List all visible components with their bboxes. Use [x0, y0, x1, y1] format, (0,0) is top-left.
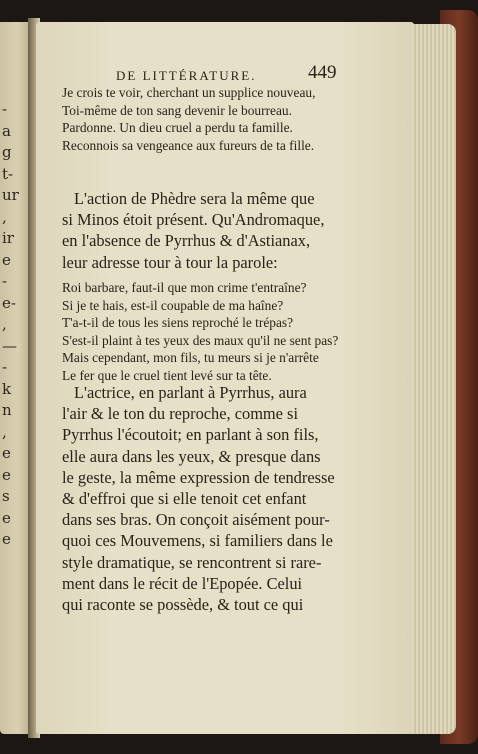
left-page-fragment: ur: [2, 186, 19, 204]
left-page-fragment: ,: [2, 315, 7, 333]
verse-line: Pardonne. Un dieu cruel a perdu ta famille.: [62, 120, 293, 135]
left-page: [0, 22, 30, 734]
verse-line: Je crois te voir, cherchant un supplice nouveau,: [62, 85, 316, 100]
prose-line: quoi ces Mouvemens, si familiers dans le: [62, 531, 333, 551]
prose-line: dans ses bras. On conçoit aisément pour-: [62, 510, 330, 530]
prose-line: en l'absence de Pyrrhus & d'Astianax,: [62, 231, 311, 251]
left-page-fragment: s: [2, 487, 10, 505]
left-page-fragment: ,: [2, 207, 7, 226]
prose-line: leur adresse tour à tour la parole:: [62, 252, 278, 272]
paragraph-1: [62, 188, 402, 273]
prose-line: L'action de Phèdre sera la même que: [74, 189, 315, 208]
prose-line: L'actrice, en parlant à Pyrrhus, aura: [74, 383, 307, 402]
left-page-fragment: n: [2, 401, 12, 419]
left-page-fragment: -: [2, 100, 8, 118]
prose-line: le geste, la même expression de tendresse: [62, 467, 335, 487]
prose-line: qui raconte se possède, & tout ce qui: [62, 595, 304, 615]
prose-line: & d'effroi que si elle tenoit cet enfant: [62, 489, 307, 509]
verse-line: Reconnois sa vengeance aux fureurs de ta fille.: [62, 137, 315, 153]
verse-line: Roi barbare, faut-il que mon crime t'entraîne?: [62, 280, 307, 295]
prose-line: l'air & le ton du reproche, comme si: [62, 404, 298, 424]
verse-line: Le fer que le cruel tient levé sur ta tête.: [62, 367, 272, 383]
prose-line: si Minos étoit présent. Qu'Andromaque,: [62, 210, 325, 230]
prose-line: Pyrrhus l'écoutoit; en parlant à son fils,: [62, 425, 319, 445]
left-page-fragment: ,: [2, 422, 7, 441]
left-page-fragment: e: [2, 444, 11, 462]
left-page-fragment: g: [2, 143, 12, 161]
left-page-fragment: —: [2, 336, 17, 355]
paragraph-2: [62, 382, 402, 615]
verse-block-1: [62, 84, 402, 154]
left-page-fragment: e: [2, 530, 11, 548]
running-head: DE LITTÉRATURE.: [116, 68, 257, 83]
verse-line: S'est-il plaint à tes yeux des maux qu'il ne sent pas?: [62, 332, 339, 348]
prose-line: style dramatique, se rencontrent si rare-: [62, 552, 322, 572]
left-page-fragment: -: [2, 358, 8, 376]
left-page-fragment: e: [2, 465, 11, 484]
verse-line: Si je te hais, est-il coupable de ma haîne?: [62, 297, 284, 313]
prose-line: ment dans le récit de l'Epopée. Celui: [62, 573, 303, 593]
left-page-fragment: ir: [2, 229, 14, 247]
page-number: 449: [308, 62, 337, 83]
verse-line: T'a-t-il de tous les siens reproché le trépas?: [62, 315, 294, 330]
prose-line: elle aura dans les yeux, & presque dans: [62, 446, 321, 466]
verse-line: Toi-même de ton sang devenir le bourreau.: [62, 102, 292, 118]
left-page-fragment: t-: [2, 164, 14, 183]
left-page-fragment: k: [2, 379, 12, 398]
left-page-fragment: a: [2, 121, 11, 140]
page-edges: [412, 24, 456, 734]
left-page-fragment: e-: [2, 293, 16, 312]
left-page-fragment: e: [2, 250, 11, 269]
verse-line: Mais cependant, mon fils, tu meurs si je n'arrête: [62, 350, 319, 365]
left-page-fragment: -: [2, 272, 8, 290]
verse-block-2: [62, 279, 402, 384]
left-page-fragment: e: [2, 508, 11, 527]
